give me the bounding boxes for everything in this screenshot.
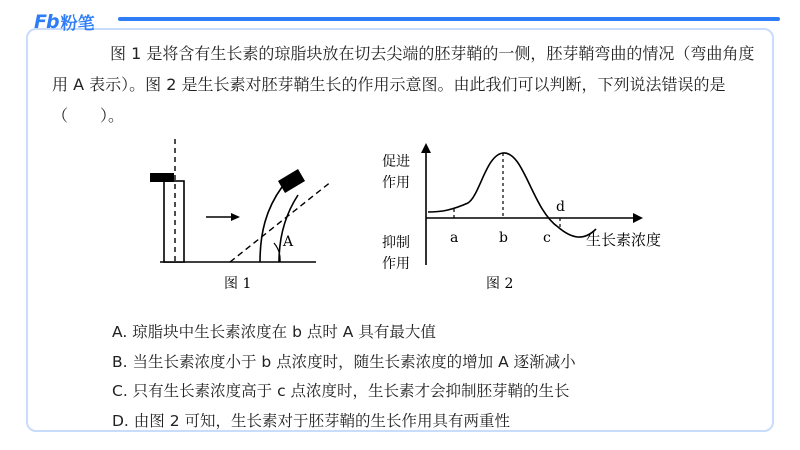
- fig2-x-label: 生长素浓度: [586, 231, 662, 249]
- fig1-caption: 图 1: [224, 276, 252, 292]
- figure-2: [372, 135, 682, 295]
- fig2-caption: 图 2: [486, 276, 514, 292]
- option-d[interactable]: D. 由图 2 可知，生长素对于胚芽鞘的生长作用具有两重性: [112, 411, 511, 430]
- question-text: 图 1 是将含有生长素的琼脂块放在切去尖端的胚芽鞘的一侧，胚芽鞘弯曲的情况（弯曲角度用 A 表示）。图 2 是生长素对胚芽鞘生长的作用示意图。由此我们可以判断，下列说法错误的是（ ）。: [52, 44, 755, 125]
- fig2-point-d: d: [556, 199, 565, 215]
- fig2-point-b: b: [499, 230, 508, 246]
- logo-text: 粉笔: [60, 14, 95, 34]
- fig1-straight-coleoptile: [164, 181, 184, 262]
- question-stem: [52, 38, 764, 131]
- fig2-y-axis-arrow-icon: [421, 143, 431, 153]
- figure-1: [120, 135, 330, 295]
- option-c[interactable]: C. 只有生长素浓度高于 c 点浓度时，生长素才会抑制胚芽鞘的生长: [112, 382, 570, 400]
- answer-options: [112, 318, 752, 436]
- fig1-agar-block-tilted: [278, 169, 305, 193]
- option-a[interactable]: A. 琼脂块中生长素浓度在 b 点时 A 具有最大值: [112, 323, 436, 341]
- fig1-angle-label: A: [283, 234, 294, 250]
- fig2-point-c: c: [543, 230, 551, 246]
- fig2-y-label-inhibit-1: 抑制: [382, 235, 410, 251]
- fig1-agar-block-left: [150, 173, 174, 182]
- header-accent-bar: [118, 17, 780, 21]
- fig2-point-a: a: [450, 230, 459, 246]
- fig1-arrow-head-icon: [231, 213, 240, 221]
- fig2-x-axis-arrow-icon: [633, 213, 643, 223]
- fig2-response-curve: [428, 153, 596, 237]
- fig2-y-label-promote-2: 作用: [382, 175, 410, 191]
- fig2-y-label-promote-1: 促进: [382, 154, 410, 170]
- brand-logo: [34, 9, 95, 34]
- fig2-y-label-inhibit-2: 作用: [382, 256, 410, 272]
- option-b[interactable]: B. 当生长素浓度小于 b 点浓度时，随生长素浓度的增加 A 逐渐减小: [112, 352, 576, 371]
- logo-mark: Fb: [34, 10, 59, 33]
- fig1-bent-coleoptile-right: [279, 195, 298, 262]
